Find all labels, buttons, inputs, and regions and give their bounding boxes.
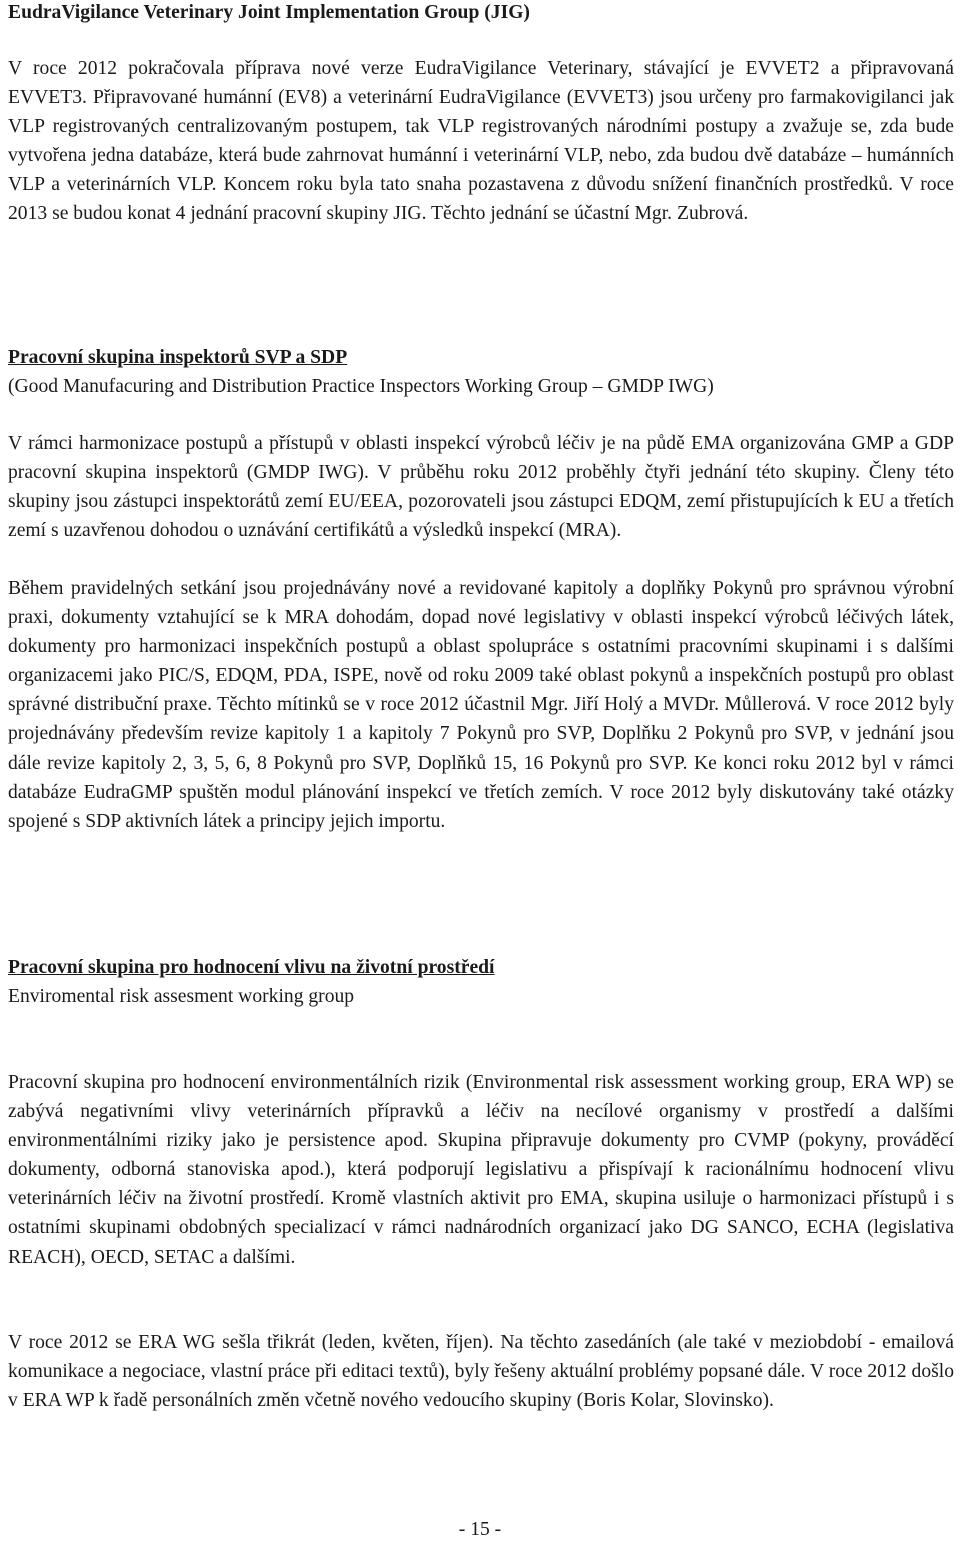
gmdp-subtitle: (Good Manufacuring and Distribution Practice Inspectors Working Group – GMDP IWG) bbox=[8, 376, 714, 397]
era-paragraph-1: Pracovní skupina pro hodnocení environmentálních rizik (Environmental risk assessment working group, ERA WP) se zabývá negativními vlivy veterinárních přípravků a léčiv na necílové organismy v prostředí a dalšími environmentálními riziky jako je persistence apod. Skupina připravuje dokumenty pro CVMP (pokyny, prováděcí dokumenty, odborná stanoviska apod.), která podporují legislativu a přispívají k racionálnímu hodnocení vlivu veterinárních léčiv na životní prostředí. Kromě vlastních aktivit pro EMA, skupina usiluje o harmonizaci přístupů i s ostatními skupinami obdobných specializací v rámci nadnárodních organizací jako DG SANCO, ECHA (legislativa REACH), OECD, SETAC a dalšími. bbox=[8, 1072, 954, 1268]
jig-heading: EudraVigilance Veterinary Joint Implementation Group (JIG) bbox=[8, 2, 530, 23]
gmdp-heading: Pracovní skupina inspektorů SVP a SDP bbox=[8, 347, 348, 368]
gmdp-paragraph-2: Během pravidelných setkání jsou projednávány nové a revidované kapitoly a doplňky Pokynů pro správnou výrobní praxi, dokumenty vztahující se k MRA dohodám, dopad nové legislativy v oblasti inspekcí výrobců léčivých látek, dokumenty pro harmonizaci inspekčních postupů a oblast spolupráce s ostatními pracovními skupinami i s dalšími organizacemi jako PIC/S, EDQM, PDA, ISPE, nově od roku 2009 také oblast pokynů a inspekčních postupů pro oblast správné distribuční praxe. Těchto mítinků se v roce 2012 účastnil Mgr. Jiří Holý a MVDr. Můllerová. V roce 2012 byly projednávány především revize kapitoly 1 a kapitoly 7 Pokynů pro SVP, Doplňku 2 Pokynů pro SVP, v jednání jsou dále revize kapitoly 2, 3, 5, 6, 8 Pokynů pro SVP, Doplňků 15, 16 Pokynů pro SVP. Ke konci roku 2012 byl v rámci databáze EudraGMP spuštěn modul plánování inspekcí ve třetích zemích. V roce 2012 byly diskutovány také otázky spojené s SDP aktivních látek a principy jejich importu. bbox=[8, 578, 954, 832]
jig-paragraph: V roce 2012 pokračovala příprava nové verze EudraVigilance Veterinary, stávající je EVVET2 a připravovaná EVVET3. Připravované humánní (EV8) a veterinární EudraVigilance (EVVET3) jsou určeny pro farmakovigilanci jak VLP registrovaných centralizovaným postupem, tak VLP registrovaných národními postupy a zvažuje se, zda bude vytvořena jedna databáze, která bude zahrnovat humánní i veterinární VLP, nebo, zda budou dvě databáze – humánních VLP a veterinárních VLP. Koncem roku byla tato snaha pozastavena z důvodu snížení finančních prostředků. V roce 2013 se budou konat 4 jednání pracovní skupiny JIG. Těchto jednání se účastní Mgr. Zubrová. bbox=[8, 58, 954, 225]
gmdp-paragraph-1: V rámci harmonizace postupů a přístupů v oblasti inspekcí výrobců léčiv je na půdě EMA organizována GMP a GDP pracovní skupina inspektorů (GMDP IWG). V průběhu roku 2012 proběhly čtyři jednání této skupiny. Členy této skupiny jsou zástupci inspektorátů zemí EU/EEA, pozorovateli jsou zástupci EDQM, zemí přistupujících k EU a třetích zemí s uzavřenou dohodou o uznávání certifikátů a výsledků inspekcí (MRA). bbox=[8, 433, 954, 542]
page-number: - 15 - bbox=[458, 1519, 502, 1540]
era-paragraph-2: V roce 2012 se ERA WG sešla třikrát (leden, květen, říjen). Na těchto zasedáních (ale také v meziobdobí - emailová komunikace a negociace, vlastní práce při editaci textů), byly řešeny aktuální problémy popsané dále. V roce 2012 došlo v ERA WP k řadě personálních změn včetně nového vedoucího skupiny (Boris Kolar, Slovinsko). bbox=[8, 1332, 954, 1412]
era-subtitle: Enviromental risk assesment working group bbox=[8, 986, 355, 1007]
era-heading: Pracovní skupina pro hodnocení vlivu na životní prostředí bbox=[8, 957, 495, 978]
